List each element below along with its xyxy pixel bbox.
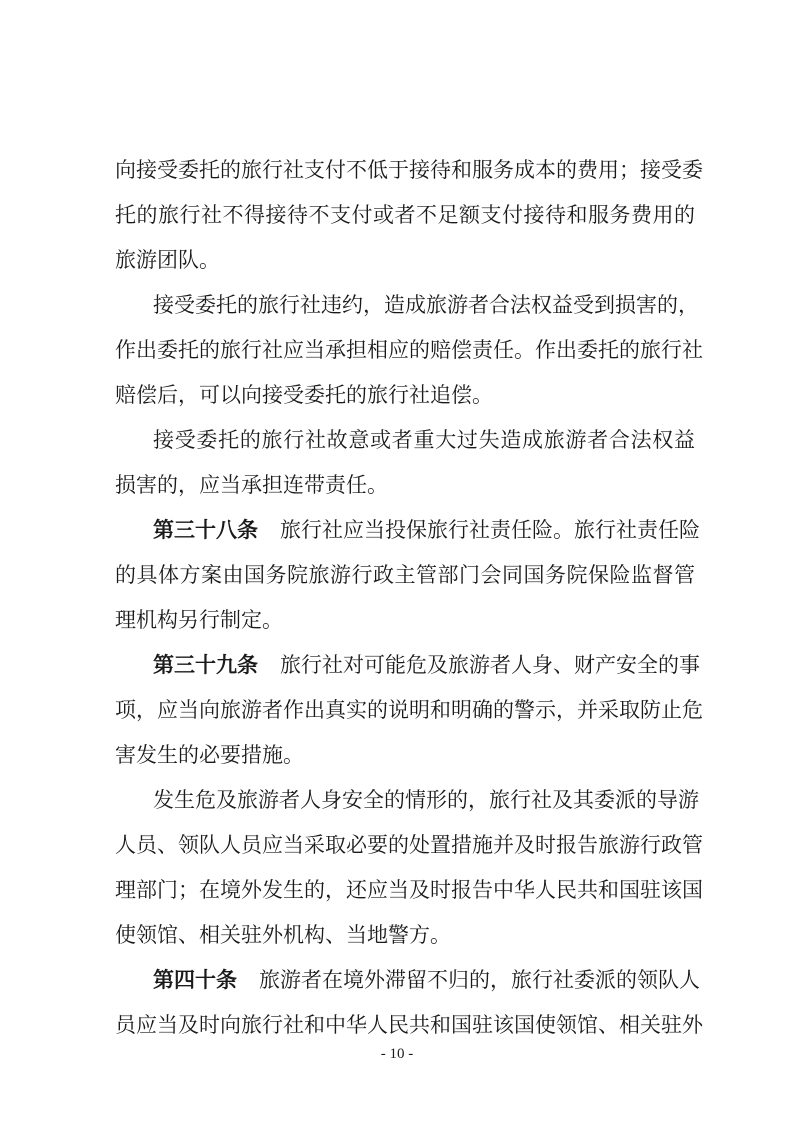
text-line: 的具体方案由国务院旅游行政主管部门会同国务院保险监督管 [115,563,695,587]
article-40-line [153,960,700,1000]
text-line: 项，应当向旅游者作出真实的说明和明确的警示，并采取防止危 [115,698,703,722]
text-line: 理机构另行制定。 [115,608,283,632]
text-segment: 旅游者在境外滞留不归的，旅行社委派的领队人 [259,968,700,992]
article-heading: 第三十八条 [153,518,258,542]
text-line: 损害的，应当承担连带责任。 [115,473,388,497]
text-line: 员应当及时向旅行社和中华人民共和国驻该国使领馆、相关驻外 [115,1013,703,1037]
page-number: - 10 - [380,1046,414,1062]
text-line: 接受委托的旅行社违约，造成旅游者合法权益受到损害的， [153,293,699,317]
text-segment: 旅行社应当投保旅行社责任险。旅行社责任险 [280,518,700,542]
text-line: 作出委托的旅行社应当承担相应的赔偿责任。作出委托的旅行社 [115,338,703,362]
text-line: 赔偿后，可以向接受委托的旅行社追偿。 [115,383,493,407]
text-line: 接受委托的旅行社故意或者重大过失造成旅游者合法权益 [153,428,695,452]
article-heading: 第四十条 [153,968,237,992]
text-line: 害发生的必要措施。 [115,743,304,767]
text-line: 向接受委托的旅行社支付不低于接待和服务成本的费用；接受委 [115,158,703,182]
article-heading: 第三十九条 [153,653,258,677]
text-line: 使领馆、相关驻外机构、当地警方。 [115,923,451,947]
text-line: 托的旅行社不得接待不支付或者不足额支付接待和服务费用的 [115,203,695,227]
article-39-line [153,645,700,685]
article-38-line [153,510,700,550]
text-line: 发生危及旅游者人身安全的情形的，旅行社及其委派的导游 [153,788,699,812]
text-line: 旅游团队。 [115,248,220,272]
text-segment: 旅行社对可能危及旅游者人身、财产安全的事 [280,653,700,677]
text-line: 理部门；在境外发生的，还应当及时报告中华人民共和国驻该国 [115,878,703,902]
text-line: 人员、领队人员应当采取必要的处置措施并及时报告旅游行政管 [115,833,703,857]
